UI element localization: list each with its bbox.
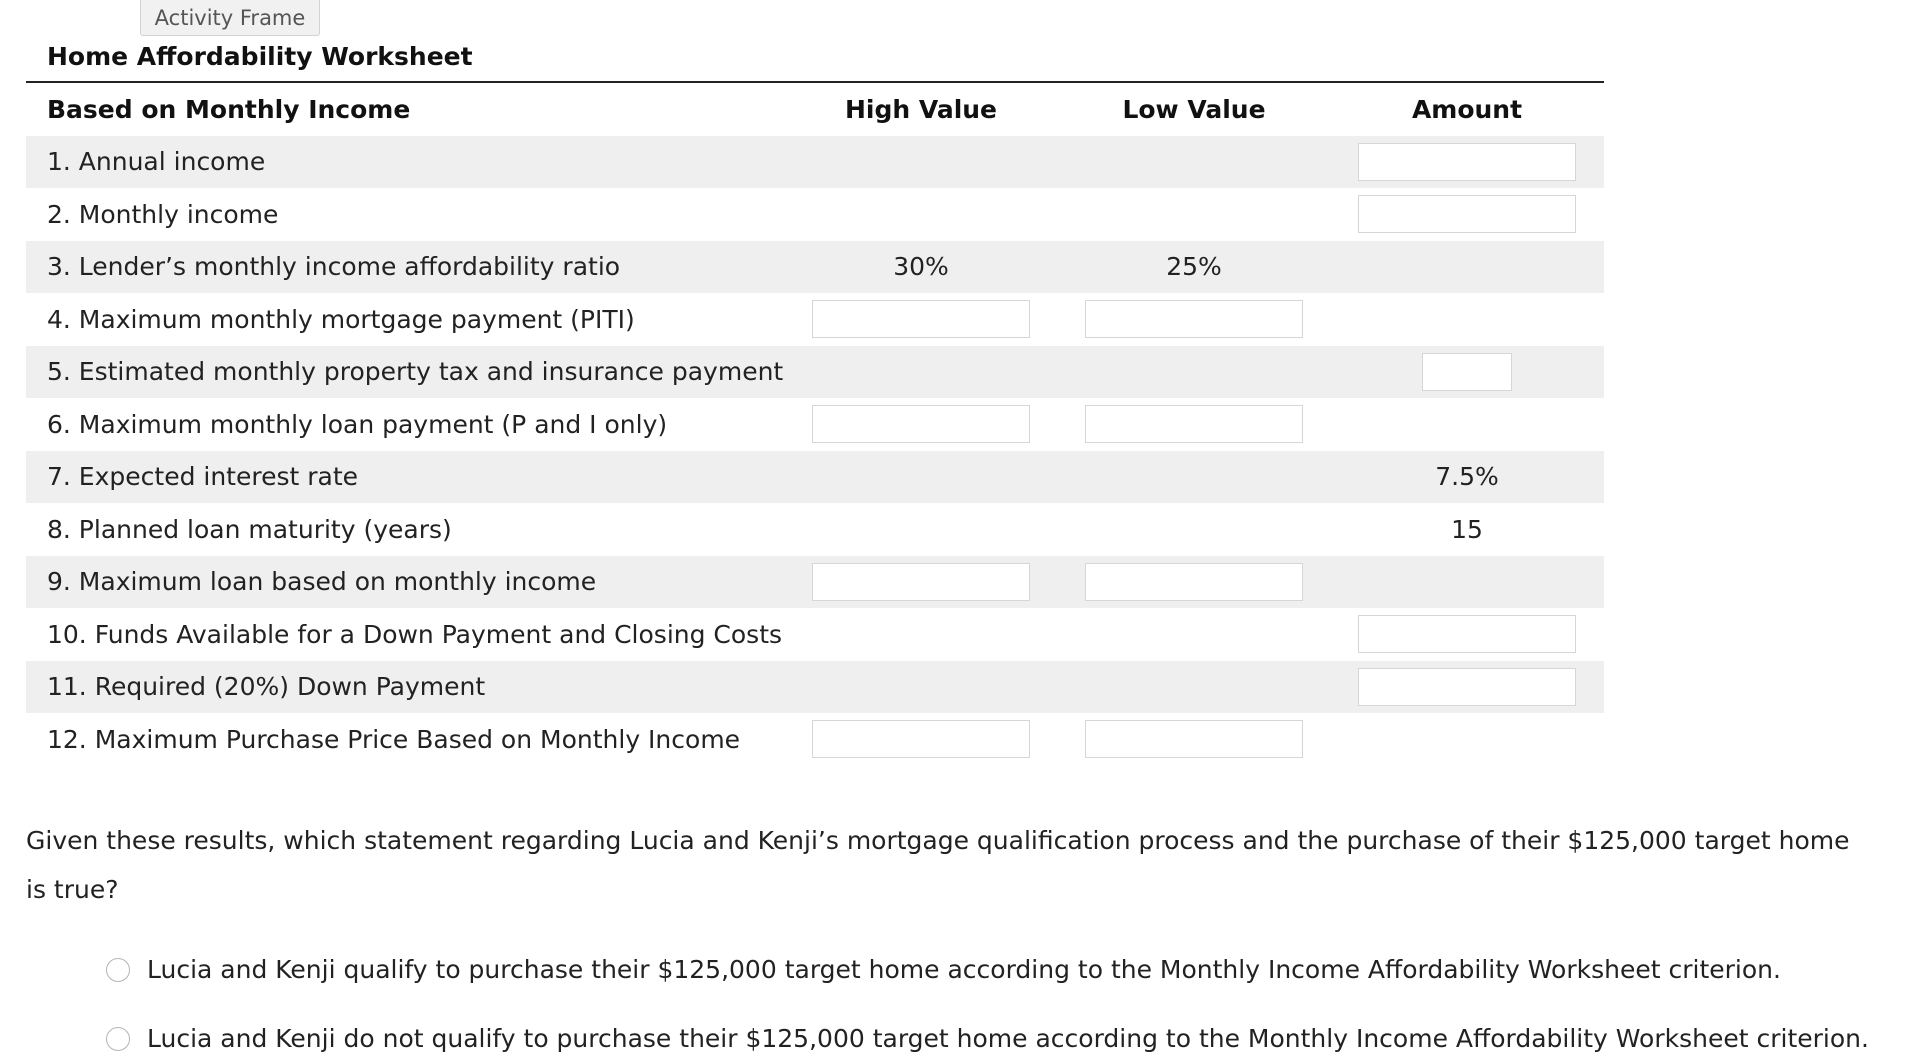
max-monthly-mortgage-payment-low-input[interactable] [1085, 300, 1303, 338]
max-monthly-loan-payment-high-input[interactable] [812, 405, 1030, 443]
high-cell [812, 293, 1030, 346]
table-row [26, 713, 1604, 766]
table-row [26, 451, 1604, 504]
affordability-ratio-low-value: 25% [1166, 252, 1222, 282]
table-row [26, 556, 1604, 609]
question-text: Given these results, which statement regarding Lucia and Kenji’s mortgage qualification process and the purchase of their $125,000 target home is true? [26, 826, 1850, 904]
header-low-value: Low Value [1122, 94, 1266, 124]
max-purchase-price-low-input[interactable] [1085, 720, 1303, 758]
row-label: 4. Maximum monthly mortgage payment (PITI) [47, 304, 635, 334]
radio-button-icon[interactable] [106, 958, 130, 982]
monthly-income-amount-input[interactable] [1358, 195, 1576, 233]
row-label: 9. Maximum loan based on monthly income [47, 567, 597, 597]
header-label: Based on Monthly Income [47, 94, 411, 124]
answer-option-qualify[interactable] [106, 955, 1781, 984]
header-high-value: High Value [844, 94, 998, 124]
low-cell [1085, 713, 1303, 766]
amount-cell [1358, 188, 1576, 241]
row-label: 8. Planned loan maturity (years) [47, 514, 452, 544]
row-label: 5. Estimated monthly property tax and insurance payment [47, 357, 784, 387]
low-cell [1085, 398, 1303, 451]
row-label: 6. Maximum monthly loan payment (P and I only) [47, 409, 668, 439]
table-row [26, 293, 1604, 346]
amount-cell [1358, 661, 1576, 714]
activity-frame-tab[interactable]: Activity Frame [140, 0, 320, 36]
row-label: 2. Monthly income [47, 199, 279, 229]
table-row [26, 398, 1604, 451]
amount-cell [1358, 136, 1576, 189]
max-monthly-mortgage-payment-high-input[interactable] [812, 300, 1030, 338]
high-cell [812, 398, 1030, 451]
table-row [26, 188, 1604, 241]
amount-cell [1358, 608, 1576, 661]
row-label: 1. Annual income [47, 147, 266, 177]
low-cell [1085, 556, 1303, 609]
table-row [26, 241, 1604, 294]
option-label: Lucia and Kenji qualify to purchase their $125,000 target home according to the Monthly Income Affordability Worksheet criterion. [147, 955, 1781, 984]
max-loan-low-input[interactable] [1085, 563, 1303, 601]
max-purchase-price-high-input[interactable] [812, 720, 1030, 758]
answer-option-not-qualify[interactable] [106, 1024, 1869, 1053]
affordability-worksheet-table [26, 83, 1604, 766]
worksheet-header-row [26, 83, 1604, 136]
table-row [26, 608, 1604, 661]
required-down-payment-amount-input[interactable] [1358, 668, 1576, 706]
row-label: 3. Lender’s monthly income affordability ratio [47, 252, 621, 282]
row-label: 11. Required (20%) Down Payment [47, 672, 486, 702]
radio-button-icon[interactable] [106, 1027, 130, 1051]
annual-income-amount-input[interactable] [1358, 143, 1576, 181]
property-tax-insurance-amount-input[interactable] [1422, 353, 1512, 391]
max-loan-high-input[interactable] [812, 563, 1030, 601]
loan-maturity-amount: 15 [1451, 514, 1483, 544]
option-label: Lucia and Kenji do not qualify to purchase their $125,000 target home according to the Monthly Income Affordability Worksheet criterion. [147, 1024, 1869, 1053]
interest-rate-amount: 7.5% [1435, 462, 1499, 492]
row-label: 10. Funds Available for a Down Payment and Closing Costs [47, 619, 783, 649]
max-monthly-loan-payment-low-input[interactable] [1085, 405, 1303, 443]
high-cell [812, 713, 1030, 766]
table-row [26, 346, 1604, 399]
row-label: 7. Expected interest rate [47, 462, 359, 492]
table-row [26, 136, 1604, 189]
amount-cell [1358, 346, 1576, 399]
header-amount: Amount [1411, 94, 1523, 124]
table-row [26, 661, 1604, 714]
high-cell [812, 556, 1030, 609]
row-label: 12. Maximum Purchase Price Based on Monthly Income [47, 724, 741, 754]
funds-available-amount-input[interactable] [1358, 615, 1576, 653]
table-row [26, 503, 1604, 556]
affordability-ratio-high-value: 30% [893, 252, 949, 282]
worksheet-title: Home Affordability Worksheet [47, 42, 473, 71]
low-cell [1085, 293, 1303, 346]
